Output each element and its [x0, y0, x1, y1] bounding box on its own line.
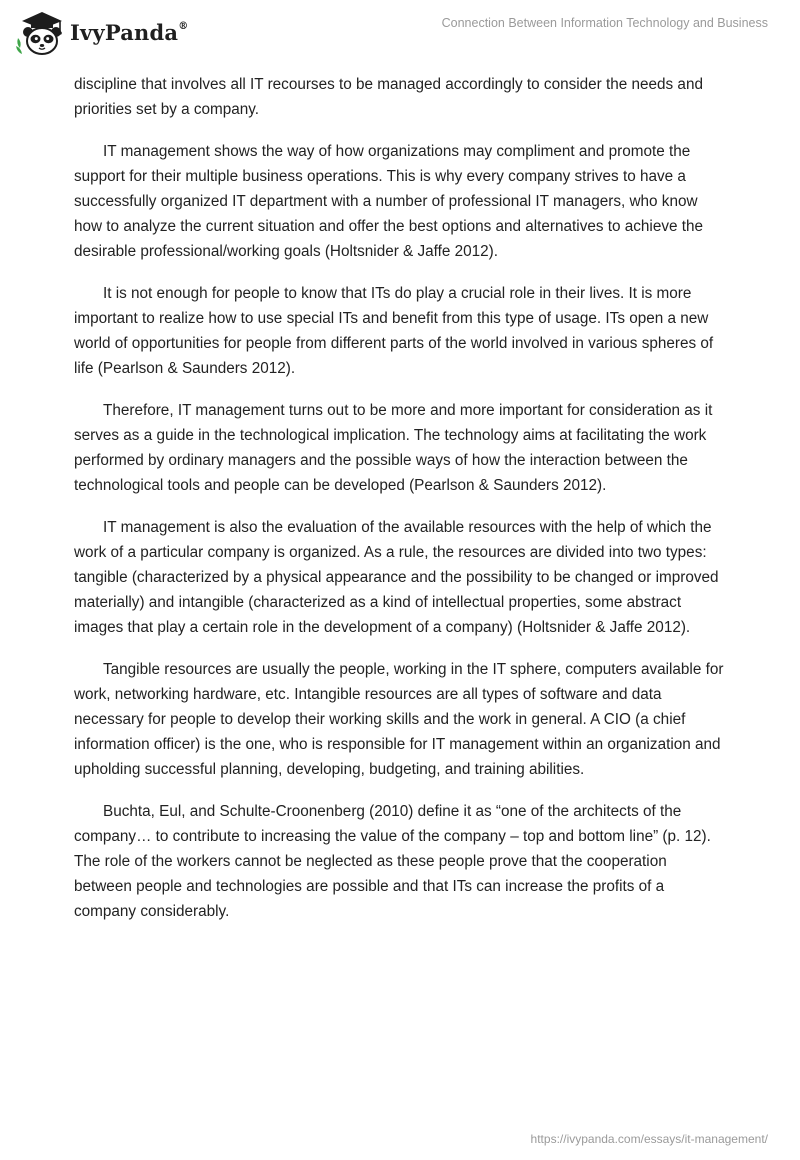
- document-title: Connection Between Information Technology and Business: [441, 16, 768, 30]
- brand-name: [70, 20, 188, 45]
- page-header: [0, 0, 800, 70]
- panda-graduate-icon: [14, 8, 66, 56]
- essay-body: [74, 72, 726, 941]
- ivypanda-logo[interactable]: [14, 8, 188, 56]
- paragraph: Buchta, Eul, and Schulte-Croonenberg (2010) define it as “one of the architects of the company… to contribute to increasing the value of the company – top and bottom line” (p. 12). The role of the workers cannot be neglected as these people prove that the cooperation between people and technologies are possible and that ITs can increase the profits of a company considerably.: [74, 803, 711, 920]
- paragraph: IT management is also the evaluation of the available resources with the help of which the work of a particular company is organized. As a rule, the resources are divided into two types: tangible (characterized by a physical appearance and the possibility to be changed or improved materially) and intangible (characterized as a kind of intellectual properties, some abstract images that play a certain role in the development of a company) (Holtsnider & Jaffe 2012).: [74, 519, 719, 636]
- paragraph: It is not enough for people to know that ITs do play a crucial role in their lives. It is more important to realize how to use special ITs and benefit from this type of usage. ITs open a new world of opportunities for people from different parts of the world involved in various spheres of life (Pearlson & Saunders 2012).: [74, 285, 714, 377]
- paragraph: Tangible resources are usually the people, working in the IT sphere, computers available for work, networking hardware, etc. Intangible resources are all types of software and data necessary for people to develop their working skills and the work in general. A CIO (a chief information officer) is the one, who is responsible for IT management within an organization and upholding successful planning, developing, budgeting, and training abilities.: [74, 661, 724, 778]
- brand-text: IvyPanda: [70, 19, 179, 45]
- source-url-link[interactable]: https://ivypanda.com/essays/it-management/: [530, 1132, 768, 1146]
- paragraph: IT management shows the way of how organizations may compliment and promote the support for their multiple business operations. This is why every company strives to have a successfully organized IT department with a number of professional IT managers, who know how to analyze the current situation and offer the best options and alternatives to achieve the desirable professional/working goals (Holtsnider & Jaffe 2012).: [74, 143, 703, 260]
- paragraph: Therefore, IT management turns out to be more and more important for consideration as it serves as a guide in the technological implication. The technology aims at facilitating the work performed by ordinary managers and the possible ways of how the interaction between the technological tools and people can be developed (Pearlson & Saunders 2012).: [74, 402, 713, 494]
- paragraph: discipline that involves all IT recourses to be managed accordingly to consider the needs and priorities set by a company.: [74, 76, 703, 118]
- registered-mark: ®: [178, 20, 189, 32]
